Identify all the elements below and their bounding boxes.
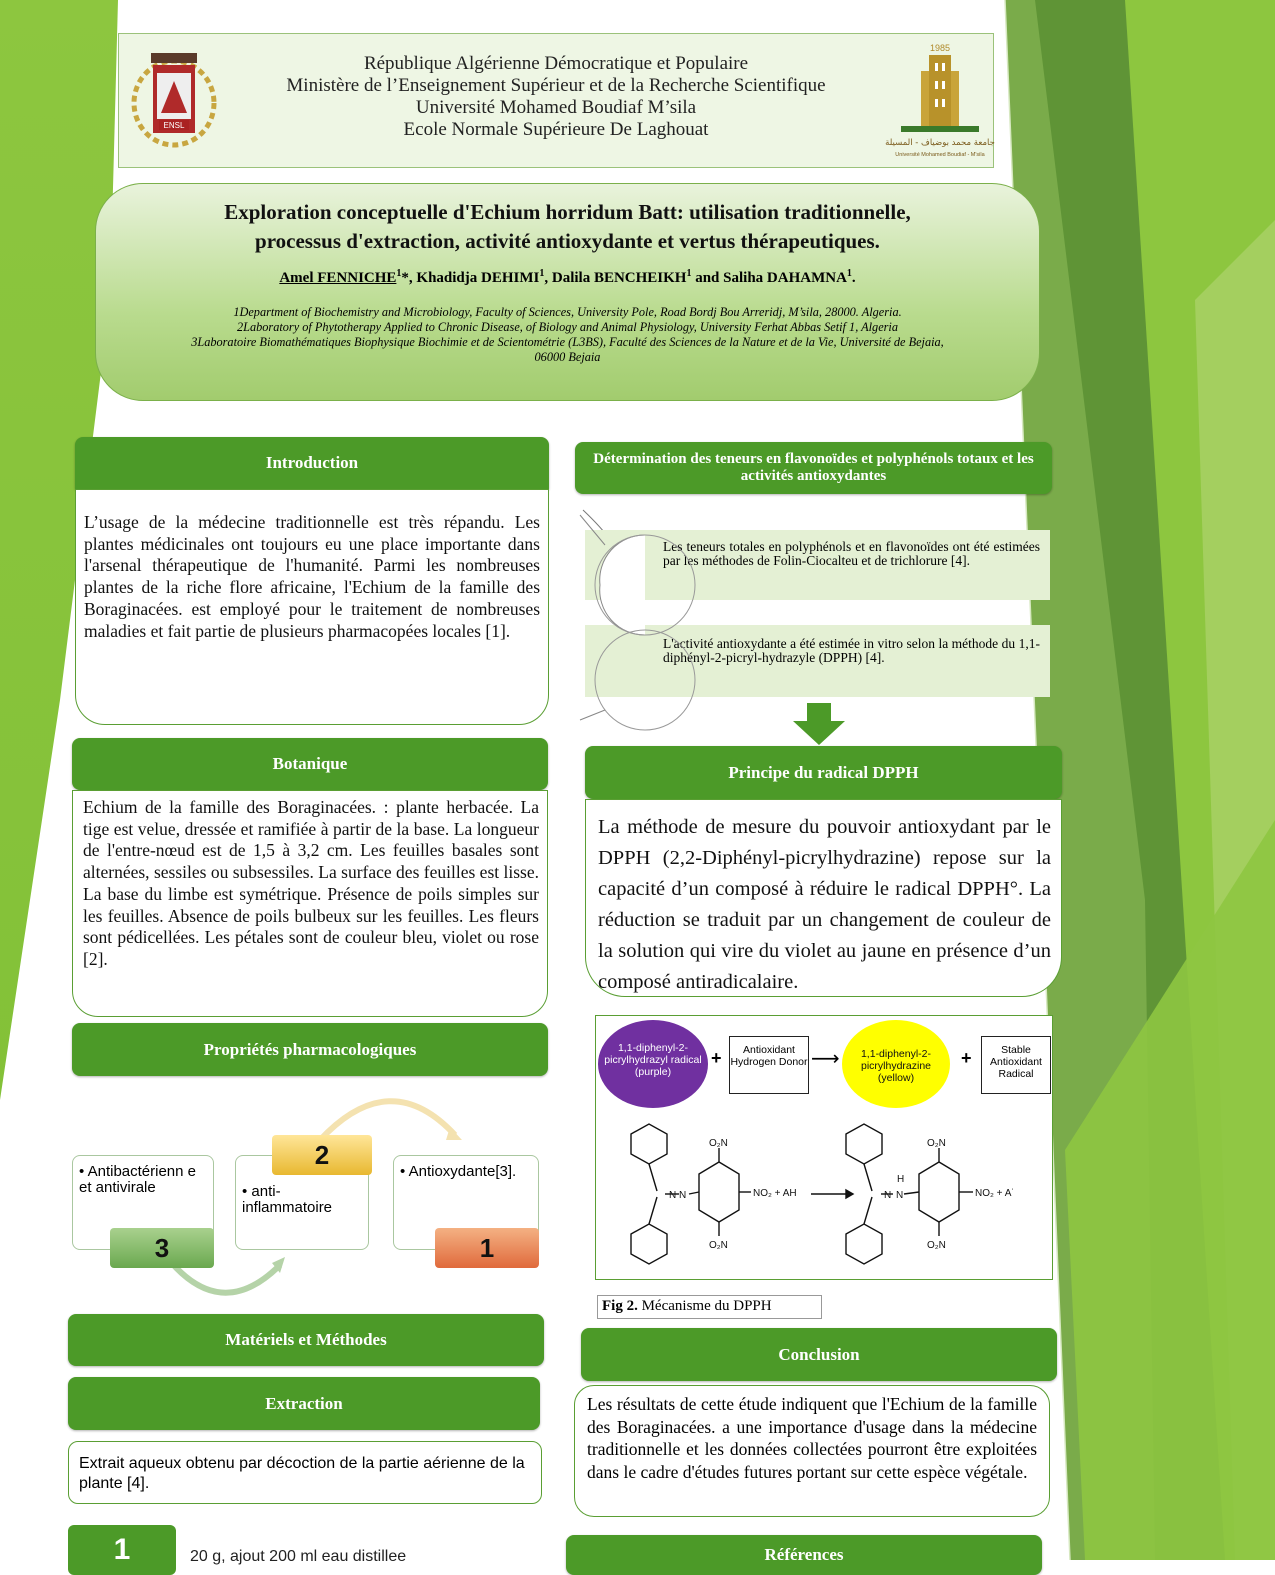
svg-text:O₂N: O₂N: [709, 1138, 728, 1149]
ensl-logo-text: ENSL: [163, 121, 185, 130]
pharma-num-1: 1: [435, 1228, 539, 1268]
svg-text:O₂N: O₂N: [927, 1138, 946, 1149]
determination-heading: Détermination des teneurs en flavonoïdes et polyphénols totaux et les activités antioxydantes: [575, 442, 1052, 494]
author-3: , Dalila BENCHEIKH: [544, 270, 687, 286]
dpph-text: La méthode de mesure du pouvoir antioxydant par le DPPH (2,2-Diphényl-picrylhydrazine) repose sur la capacité d’un composé à réduire le radical DPPH°. La réduction se traduit par un changement de couleur de la solution qui vire du violet au jaune en présence d’un composé antiradicalaire.: [585, 799, 1062, 997]
conclusion-text: Les résultats de cette étude indiquent que l'Echium de la famille des Boraginacées. a une importance d'usage dans la médecine traditionnelle et les données collectées pourront être exploitées dans le cadre d'études futures portant sur cette espèce végétale.: [574, 1385, 1050, 1517]
down-arrow-icon: [793, 703, 845, 745]
header-line-1: République Algérienne Démocratique et Populaire: [363, 53, 749, 74]
affiliations: [96, 305, 1039, 365]
svg-text:O₂N: O₂N: [709, 1240, 728, 1251]
reaction-arrow-1: ⟶: [811, 1046, 840, 1070]
conclusion-heading: Conclusion: [581, 1328, 1057, 1381]
extraction-step-1: 1: [68, 1525, 176, 1575]
caption-text: Mécanisme du DPPH: [637, 1298, 772, 1314]
svg-text:N: N: [679, 1190, 687, 1201]
pharma-item-antibacterial: • Antibactérienn e et antivirale: [72, 1155, 214, 1250]
caption-label: Fig 2.: [602, 1298, 638, 1314]
svg-text:O₂N: O₂N: [927, 1240, 946, 1251]
figure-caption: [597, 1295, 822, 1319]
pharma-item-antioxidant: • Antioxydante[3].: [393, 1155, 539, 1250]
dpph-figure: [595, 1015, 1053, 1280]
title-line-1: Exploration conceptuelle d'Echium horridum Batt: utilisation traditionnelle,: [224, 200, 911, 224]
extraction-step-text: 20 g, ajout 200 ml eau distillee: [190, 1548, 407, 1565]
extraction-heading: Extraction: [68, 1377, 540, 1430]
pharma-item-antiinflammatory: • anti- inflammatoire: [235, 1155, 369, 1250]
botanique-text: Echium de la famille des Boraginacées. : plante herbacée. La tige est velue, dressée et ramifiée à partir de la base. La longueur de l'entre-nœud est de 1,5 à 3,2 cm. Les feuilles basales sont alternées, sessiles ou subsessiles. La surface des feuilles est lisse. La base du limbe est symétrique. Présence de poils simples sur les feuilles. Absence de poils bulbeux sur les feuilles. Les fleurs sont pédicellées. Les pétales sont de couleur bleu, violet ou rose [2].: [72, 790, 548, 1017]
dpph-heading: Principe du radical DPPH: [585, 746, 1062, 799]
logo-caption-ar: جامعة محمد بوضياف - المسيلة: [885, 138, 995, 148]
dpph-structure-diagram: [601, 1114, 1051, 1279]
author-2: *, Khadidja DEHIMI: [401, 270, 540, 286]
svg-text:NO₂ + AH: NO₂ + AH: [753, 1188, 797, 1199]
svg-text:H: H: [897, 1174, 905, 1185]
main-author: Amel FENNICHE: [279, 270, 397, 286]
affiliation-3: 3Laboratoire Biomathématiques Biophysique Biochimie et de Scientométrie (L3BS), Faculté des Sciences de la Nature et de la Vie, Université de Bejaia,: [191, 335, 944, 349]
methods-heading: Matériels et Méthodes: [68, 1314, 544, 1366]
stable-radical-box: Stable Antioxidant Radical: [981, 1036, 1051, 1094]
title-block: [95, 183, 1040, 401]
svg-text:NO₂ + A˙: NO₂ + A˙: [975, 1188, 1015, 1199]
header-line-2: Ministère de l’Enseignement Supérieur et de la Recherche Scientifique: [286, 75, 826, 96]
affiliation-2: 2Laboratory of Phytotherapy Applied to Chronic Disease, of Biology and Animal Physiology, University Ferhat Abbas Setif 1, Algeria: [236, 320, 899, 334]
introduction-text: L’usage de la médecine traditionnelle est très répandu. Les plantes médicinales ont toujours eu une place importante dans l'arsenal thérapeutique de l'humanité. Parmi les nombreuses plantes de la riche flore africaine, l'Echium de la famille des Boraginacées. est employé pour le traitement de nombreuses maladies et fait partie de plusieurs pharmacopées locales [1].: [75, 489, 549, 725]
msila-logo: [885, 41, 995, 161]
plus-sign-1: +: [711, 1048, 722, 1068]
determination-step-2: L'activité antioxydante a été estimée in vitro selon la méthode du 1,1-diphényl-2-picryl-hydrazyle (DPPH) [4].: [585, 625, 1050, 697]
dpph-yellow-reduced: 1,1-diphenyl-2-picrylhydrazine (yellow): [842, 1020, 950, 1108]
references-heading: Références: [566, 1535, 1042, 1575]
plus-sign-2: +: [961, 1048, 972, 1068]
institution-header: [118, 33, 994, 168]
introduction-heading: Introduction: [75, 437, 549, 489]
pharma-heading: Propriétés pharmacologiques: [72, 1023, 548, 1076]
pharma-num-3: 3: [110, 1228, 214, 1268]
poster-title: [96, 198, 1039, 256]
affiliation-1: 1Department of Biochemistry and Microbiology, Faculty of Sciences, University Pole, Road Bordj Bou Arreridj, M’sila, 28000. Algeria.: [233, 305, 902, 319]
svg-text:N: N: [669, 1190, 677, 1201]
header-line-4: Ecole Normale Supérieure De Laghouat: [403, 119, 709, 140]
botanique-heading: Botanique: [72, 738, 548, 790]
extraction-text: Extrait aqueux obtenu par décoction de la partie aérienne de la plante [4].: [68, 1441, 542, 1504]
step-circles: [575, 515, 665, 725]
authors: Amel FENNICHE$^1$*, Khadidja DEHIMI$^1$, Dalila BENCHEIKH$^1$ and Saliha DAHAMNA$^1$.: [279, 268, 856, 286]
pharma-num-2: 2: [272, 1135, 372, 1175]
title-line-2: processus d'extraction, activité antioxydante et vertus thérapeutiques.: [255, 229, 880, 253]
logo-year: 1985: [929, 43, 951, 53]
header-line-3: Université Mohamed Boudiaf M’sila: [415, 97, 697, 118]
svg-text:N: N: [896, 1190, 904, 1201]
logo-caption-fr: Université Mohamed Boudiaf - M'sila: [895, 152, 985, 158]
dpph-purple-radical: 1,1-diphenyl-2-picrylhydrazyl radical (purple): [598, 1020, 708, 1108]
author-4: and Saliha DAHAMNA: [691, 270, 847, 286]
main-author-sup: 1: [396, 268, 402, 279]
determination-step-1: Les teneurs totales en polyphénols et en flavonoïdes ont été estimées par les méthodes de Folin-Ciocalteu et de trichlorure [4].: [585, 530, 1050, 600]
svg-text:N: N: [884, 1190, 892, 1201]
antioxidant-donor-box: Antioxidant Hydrogen Donor: [729, 1036, 809, 1094]
affiliation-3-city: 06000 Bejaia: [534, 350, 601, 364]
